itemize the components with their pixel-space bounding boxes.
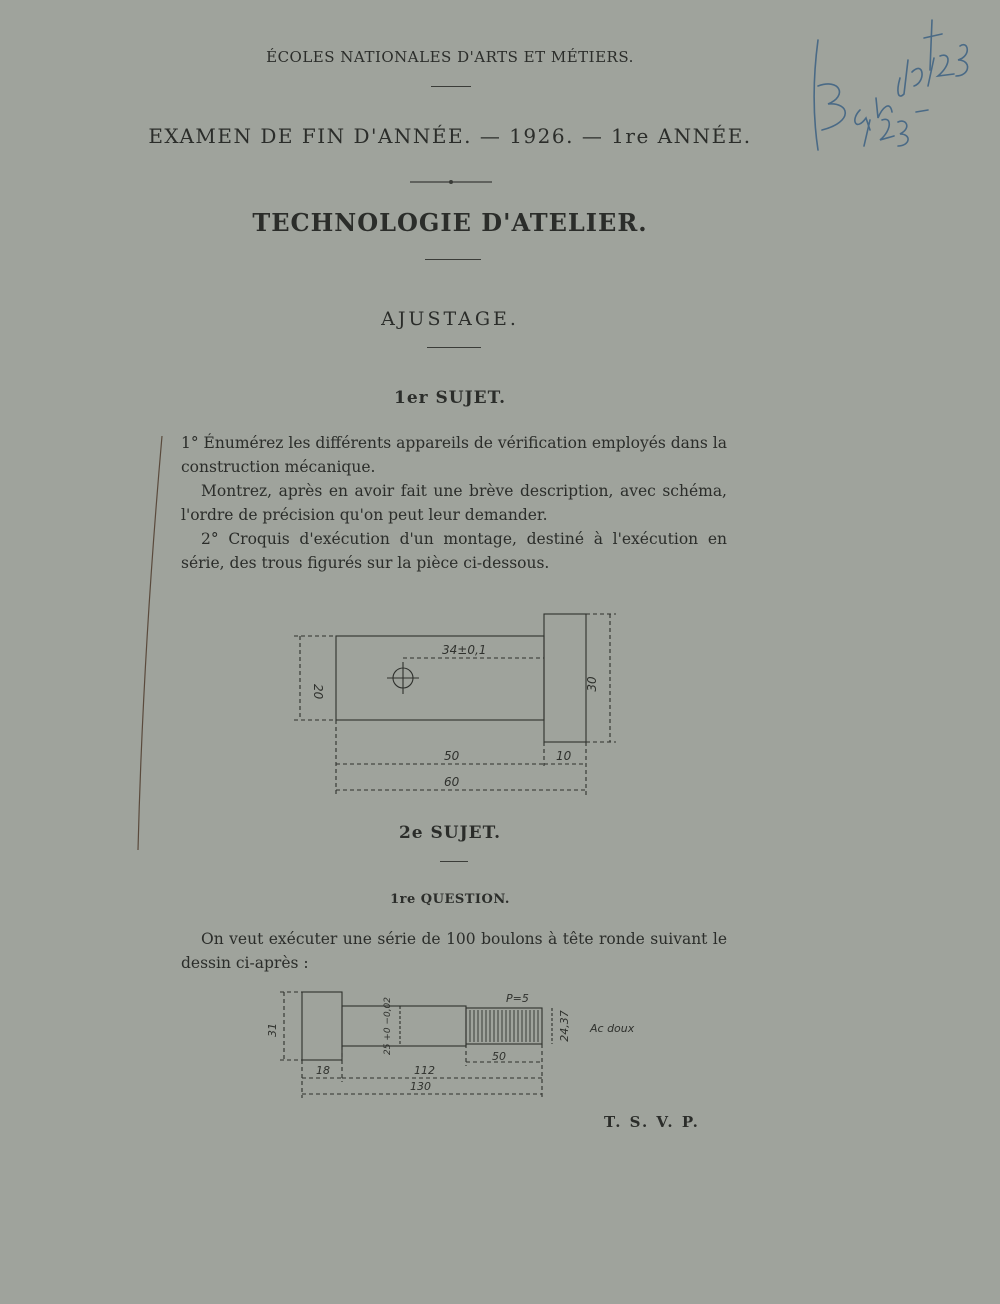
sujet2-paragraph: On veut exécuter une série de 100 boulons à tête ronde suivant le dessin ci-après : (181, 930, 727, 972)
section-title: AJUSTAGE. (381, 308, 519, 330)
sujet1-title: 1er SUJET. (394, 388, 506, 408)
bolt-head (302, 992, 342, 1060)
sujet1-paragraph-3: 2° Croquis d'exécution d'un montage, destiné à l'exécution en série, des trous figurés sur la pièce ci-dessous. (181, 530, 727, 572)
divider (440, 861, 468, 862)
sujet1-paragraph-2: Montrez, après en avoir fait une brève description, avec schéma, l'ordre de précision qu'on peut leur demander. (181, 482, 727, 524)
tsvp-label: T. S. V. P. (604, 1113, 700, 1131)
divider (425, 259, 481, 260)
handwritten-signature (800, 0, 990, 170)
divider (431, 86, 471, 87)
subject-title: TECHNOLOGIE D'ATELIER. (252, 208, 648, 237)
dim-shank-dia: 25 +0 −0,02 (383, 996, 393, 1056)
dim-len-total: 60 (444, 775, 460, 789)
dim-pitch: P=5 (506, 992, 529, 1005)
dim-height-flange: 30 (585, 676, 599, 692)
bolt-drawing (266, 986, 656, 1104)
part-drawing (290, 606, 630, 798)
part-flange (544, 614, 586, 742)
dim-len-shank: 112 (414, 1064, 435, 1077)
dim-len-flange: 10 (556, 749, 572, 763)
dim-len-total: 130 (410, 1080, 431, 1093)
divider (427, 347, 481, 348)
sujet1-paragraph-1: 1° Énumérez les différents appareils de vérification employés dans la construction mécanique. (181, 434, 727, 476)
school-title: ÉCOLES NATIONALES D'ARTS ET MÉTIERS. (266, 48, 634, 66)
bolt-thread (466, 1008, 542, 1044)
sujet2-title: 2e SUJET. (398, 823, 502, 843)
dim-height-body: 20 (311, 684, 325, 700)
dim-len-thread: 50 (492, 1050, 506, 1063)
dim-len-body: 50 (444, 749, 460, 763)
material-label: Ac doux (590, 1022, 635, 1035)
dim-hole-position: 34±0,1 (442, 643, 487, 657)
question-title: 1re QUESTION. (390, 892, 510, 907)
margin-mark (128, 430, 168, 860)
dim-len-head: 18 (316, 1064, 330, 1077)
exam-title: EXAMEN DE FIN D'ANNÉE. — 1926. — 1re ANNÉE. (148, 124, 752, 148)
ornament-divider (410, 169, 492, 173)
dim-core-dia: 24,37 (558, 1010, 571, 1042)
part-body (336, 636, 544, 720)
dim-head-dia: 31 (266, 1023, 279, 1037)
bolt-shank (342, 1006, 466, 1046)
